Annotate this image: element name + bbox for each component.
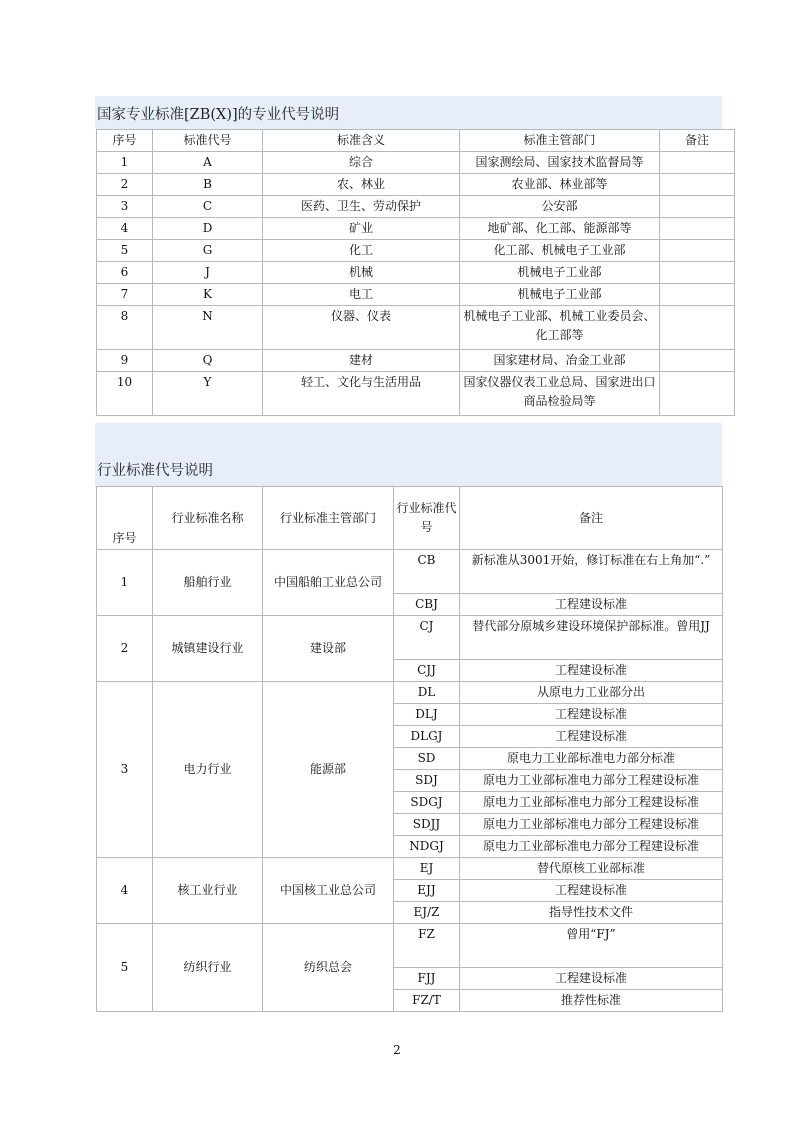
note-cell: 工程建设标准 xyxy=(460,880,723,902)
note-cell: 原电力工业部标准电力部分标准 xyxy=(460,748,723,770)
group-idx-cell: 4 xyxy=(97,858,153,924)
table-cell: Y xyxy=(153,372,263,416)
table-row xyxy=(97,306,735,350)
code-cell: SDGJ xyxy=(394,792,460,814)
table-cell: 地矿部、化工部、能源部等 xyxy=(460,218,660,240)
group-idx-cell: 2 xyxy=(97,616,153,682)
header-cell: 行业标准名称 xyxy=(153,487,263,550)
table-header-row xyxy=(97,130,735,152)
table-row xyxy=(97,218,735,240)
note-cell: 原电力工业部标准电力部分工程建设标准 xyxy=(460,836,723,858)
header-cell: 行业标准代号 xyxy=(394,487,460,550)
code-cell: SDJ xyxy=(394,770,460,792)
table-cell: 矿业 xyxy=(263,218,460,240)
group-idx-cell: 5 xyxy=(97,924,153,1012)
code-cell: NDGJ xyxy=(394,836,460,858)
table-cell xyxy=(660,174,735,196)
group-idx-cell: 1 xyxy=(97,550,153,616)
table-cell: 电工 xyxy=(263,284,460,306)
code-cell: EJ/Z xyxy=(394,902,460,924)
header-cell: 备注 xyxy=(660,130,735,152)
table-cell: 国家建材局、冶金工业部 xyxy=(460,350,660,372)
table-row xyxy=(97,350,735,372)
group-dept-cell: 中国核工业总公司 xyxy=(263,858,394,924)
table-cell: 10 xyxy=(97,372,153,416)
header-cell: 标准代号 xyxy=(153,130,263,152)
table-row xyxy=(97,174,735,196)
table-row xyxy=(97,152,735,174)
table-cell: 机械电子工业部 xyxy=(460,284,660,306)
group-idx-cell: 3 xyxy=(97,682,153,858)
header-cell: 标准主管部门 xyxy=(460,130,660,152)
table-cell: 机械电子工业部、机械工业委员会、化工部等 xyxy=(460,306,660,350)
table-cell: 化工部、机械电子工业部 xyxy=(460,240,660,262)
note-cell: 工程建设标准 xyxy=(460,704,723,726)
table-cell xyxy=(660,284,735,306)
group-name-cell: 城镇建设行业 xyxy=(153,616,263,682)
code-cell: CB xyxy=(394,550,460,594)
table-row xyxy=(97,196,735,218)
table-cell: 1 xyxy=(97,152,153,174)
table-row xyxy=(97,550,723,594)
table-cell: N xyxy=(153,306,263,350)
table-cell xyxy=(660,196,735,218)
table-cell: 7 xyxy=(97,284,153,306)
table-cell: G xyxy=(153,240,263,262)
industry-code-table xyxy=(96,486,723,1012)
table-cell: 9 xyxy=(97,350,153,372)
table-cell xyxy=(660,152,735,174)
table-cell: 2 xyxy=(97,174,153,196)
table-cell: 轻工、文化与生活用品 xyxy=(263,372,460,416)
table-cell xyxy=(660,262,735,284)
code-cell: DLGJ xyxy=(394,726,460,748)
table-cell xyxy=(660,372,735,416)
code-cell: SD xyxy=(394,748,460,770)
table-cell xyxy=(660,240,735,262)
code-cell: CBJ xyxy=(394,594,460,616)
table-cell: 机械 xyxy=(263,262,460,284)
header-cell: 标准含义 xyxy=(263,130,460,152)
table-cell xyxy=(660,218,735,240)
note-cell: 替代原核工业部标准 xyxy=(460,858,723,880)
section1-title: 国家专业标准[ZB(X)]的专业代号说明 xyxy=(97,107,340,123)
table-header-row xyxy=(97,487,723,550)
code-cell: EJJ xyxy=(394,880,460,902)
code-cell: SDJJ xyxy=(394,814,460,836)
code-cell: EJ xyxy=(394,858,460,880)
table-row xyxy=(97,616,723,660)
code-cell: CJJ xyxy=(394,660,460,682)
note-cell: 从原电力工业部分出 xyxy=(460,682,723,704)
group-name-cell: 核工业行业 xyxy=(153,858,263,924)
header-cell: 行业标准主管部门 xyxy=(263,487,394,550)
table-cell xyxy=(660,306,735,350)
note-cell: 推荐性标准 xyxy=(460,990,723,1012)
code-cell: FJJ xyxy=(394,968,460,990)
table-cell: 8 xyxy=(97,306,153,350)
table-row xyxy=(97,284,735,306)
professional-code-table xyxy=(96,129,735,416)
note-cell: 替代部分原城乡建设环境保护部标准。曾用JJ xyxy=(460,616,723,660)
table-cell: 农业部、林业部等 xyxy=(460,174,660,196)
table-row xyxy=(97,240,735,262)
table-cell: 公安部 xyxy=(460,196,660,218)
table-row xyxy=(97,372,735,416)
table-cell: C xyxy=(153,196,263,218)
header-cell: 备注 xyxy=(460,487,723,550)
table-cell: J xyxy=(153,262,263,284)
table-cell: 机械电子工业部 xyxy=(460,262,660,284)
table-cell: 国家仪器仪表工业总局、国家进出口商品检验局等 xyxy=(460,372,660,416)
code-cell: DLJ xyxy=(394,704,460,726)
table-row xyxy=(97,262,735,284)
code-cell: CJ xyxy=(394,616,460,660)
table-cell: 仪器、仪表 xyxy=(263,306,460,350)
note-cell: 新标准从3001开始，修订标准在右上角加“.” xyxy=(460,550,723,594)
section2-title: 行业标准代号说明 xyxy=(97,463,213,479)
group-dept-cell: 能源部 xyxy=(263,682,394,858)
note-cell: 工程建设标准 xyxy=(460,660,723,682)
page-number: 2 xyxy=(393,1043,401,1057)
table-cell: 化工 xyxy=(263,240,460,262)
table-cell: 6 xyxy=(97,262,153,284)
table-row xyxy=(97,858,723,880)
table-row xyxy=(97,924,723,968)
table-cell: K xyxy=(153,284,263,306)
group-dept-cell: 纺织总会 xyxy=(263,924,394,1012)
table-row xyxy=(97,682,723,704)
table-cell xyxy=(660,350,735,372)
table-cell: 农、林业 xyxy=(263,174,460,196)
table-cell: Q xyxy=(153,350,263,372)
table-cell: B xyxy=(153,174,263,196)
table-cell: 4 xyxy=(97,218,153,240)
code-cell: DL xyxy=(394,682,460,704)
note-cell: 工程建设标准 xyxy=(460,594,723,616)
table-cell: 医药、卫生、劳动保护 xyxy=(263,196,460,218)
group-name-cell: 船舶行业 xyxy=(153,550,263,616)
code-cell: FZ/T xyxy=(394,990,460,1012)
note-cell: 曾用“FJ” xyxy=(460,924,723,968)
note-cell: 原电力工业部标准电力部分工程建设标准 xyxy=(460,770,723,792)
table-cell: 5 xyxy=(97,240,153,262)
table-cell: A xyxy=(153,152,263,174)
group-dept-cell: 中国船舶工业总公司 xyxy=(263,550,394,616)
table-cell: 建材 xyxy=(263,350,460,372)
group-name-cell: 纺织行业 xyxy=(153,924,263,1012)
note-cell: 工程建设标准 xyxy=(460,968,723,990)
group-dept-cell: 建设部 xyxy=(263,616,394,682)
note-cell: 指导性技术文件 xyxy=(460,902,723,924)
header-cell: 序号 xyxy=(97,130,153,152)
table-cell: 3 xyxy=(97,196,153,218)
table-cell: 综合 xyxy=(263,152,460,174)
header-cell: 序号 xyxy=(97,487,153,550)
table-cell: 国家测绘局、国家技术监督局等 xyxy=(460,152,660,174)
table-cell: D xyxy=(153,218,263,240)
note-cell: 原电力工业部标准电力部分工程建设标准 xyxy=(460,792,723,814)
code-cell: FZ xyxy=(394,924,460,968)
group-name-cell: 电力行业 xyxy=(153,682,263,858)
note-cell: 原电力工业部标准电力部分工程建设标准 xyxy=(460,814,723,836)
note-cell: 工程建设标准 xyxy=(460,726,723,748)
